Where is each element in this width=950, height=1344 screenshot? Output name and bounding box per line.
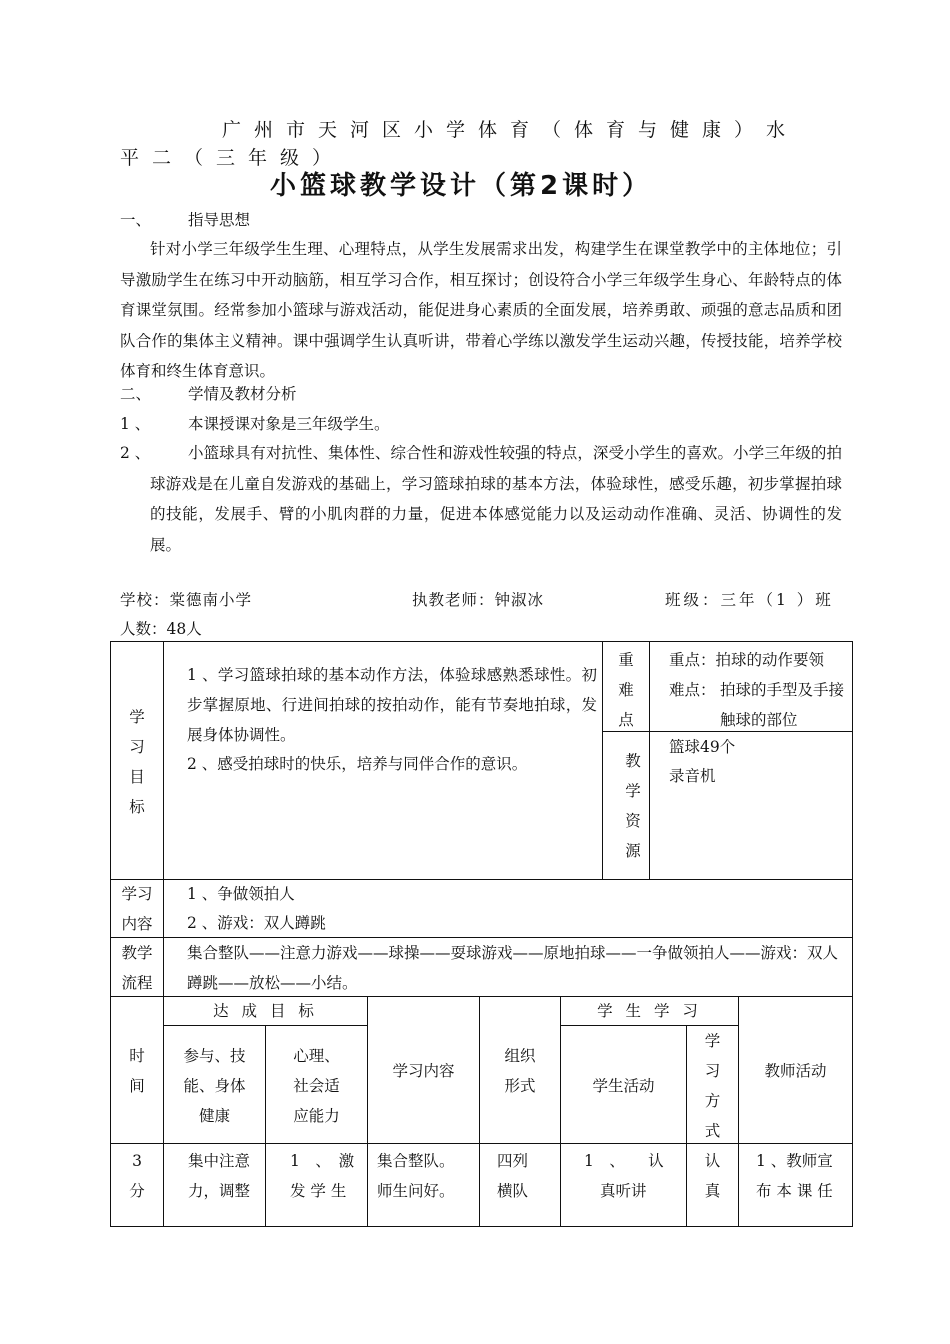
content-label-line: 内容 (121, 915, 153, 933)
section-2-title: 学情及教材分析 (188, 385, 297, 403)
key-label-char: 点 (618, 711, 634, 729)
row-goal-b-line: 1 、 激 (290, 1152, 355, 1170)
teacher-name: 执教老师：钟淑冰 (412, 591, 545, 609)
table-divider (738, 996, 739, 1227)
row-goal-a (188, 1146, 264, 1206)
table-border (852, 641, 853, 1227)
flow-label-line: 流程 (121, 974, 153, 992)
col-header-content: 学习内容 (392, 1062, 455, 1080)
row-org-line: 横队 (497, 1182, 529, 1200)
flow-text: 集合整队——注意力游戏——球操——耍球游戏——原地拍球——一争做领拍人——游戏：双人蹲跳——放松——小结。 (187, 944, 839, 992)
header-line-1: 广州市天河区小学体育（体育与健康）水 (222, 119, 799, 141)
goal-label-char: 目 (129, 768, 145, 786)
row-activity-line: 真听讲 (600, 1182, 647, 1200)
row-activity-line: 1 、 认 (584, 1152, 664, 1170)
table-divider (367, 996, 368, 1227)
item-2-text: 小篮球具有对抗性、集体性、综合性和游戏性较强的特点，深受小学生的喜欢。小学三年级的拍球游戏是在儿童自发游戏的基础上，学习篮球拍球的基本方法，体验球性，感受乐趣，初步掌握拍球的技能，发展手、臂的小肌肉群的力量，促进本体感觉能力以及运动动作准确、灵活、协调性的发展。 (150, 444, 842, 554)
table-border (110, 641, 853, 642)
key-label-char: 难 (618, 681, 634, 699)
item-1-text: 本课授课对象是三年级学生。 (188, 415, 390, 433)
resource-item: 录音机 (669, 767, 716, 785)
col-header-activity: 学生活动 (592, 1077, 655, 1095)
time-header (111, 1041, 163, 1101)
row-org (497, 1146, 557, 1206)
resource-item: 篮球49个 (669, 738, 736, 756)
row-content-line: 集合整队。 (377, 1152, 455, 1170)
row-teacher-line: 1 、教师宣 (756, 1152, 833, 1170)
student-header: 学 生 学 习 (597, 1002, 702, 1020)
difficult-label: 难点： (669, 681, 716, 699)
flow-label (111, 938, 163, 998)
row-teacher (756, 1146, 850, 1206)
col-header-teacher: 教师活动 (764, 1062, 827, 1080)
item-1-number: 1 、 (120, 415, 151, 433)
header-line-2: 平二（三年级） (120, 147, 345, 169)
goal-label (111, 702, 163, 822)
content-label (111, 879, 163, 939)
col-header-method (687, 1026, 738, 1146)
col-header-a-line: 健康 (198, 1107, 230, 1125)
col-header-a-line: 能、身体 (183, 1077, 246, 1095)
key-point: 重点：拍球的动作要领 (669, 651, 825, 669)
col-header-b (266, 1041, 367, 1131)
student-count: 人数：48人 (120, 620, 202, 638)
section-1-number: 一、 (120, 211, 152, 229)
row-goal-a-line: 集中注意 (188, 1152, 251, 1170)
section-1-body: 针对小学三年级学生生理、心理特点，从学生发展需求出发，构建学生在课堂教学中的主体地位；引导激励学生在练习中开动脑筋，相互学习合作，相互探讨；创设符合小学三年级学生身心、年龄特点的体育课堂氛围。经常参加小篮球与游戏活动，能促进身心素质的全面发展，培养勇敢、顽强的意志品质和团队合作的集体主义精神。课中强调学生认真听讲，带着心学练以激发学生运动兴趣，传授技能，培养学校体育和终生体育意识。 (120, 240, 842, 380)
col-header-b-line: 社会适 (293, 1077, 340, 1095)
resource-label-char: 资 (625, 812, 641, 830)
section-2-number: 二、 (120, 385, 152, 403)
row-time-line: 分 (129, 1182, 145, 1200)
time-header-char: 间 (129, 1077, 145, 1095)
col-header-org-line: 形式 (504, 1077, 536, 1095)
achieve-header: 达 成 目 标 (213, 1002, 318, 1020)
section-1-title: 指导思想 (188, 211, 251, 229)
content-label-line: 学习 (121, 885, 153, 903)
table-divider (479, 996, 480, 1227)
col-header-org (480, 1041, 560, 1101)
goal-label-char: 学 (129, 708, 145, 726)
table-divider (649, 641, 650, 880)
table-divider (110, 1143, 853, 1144)
row-org-line: 四列 (497, 1152, 529, 1170)
school-name: 学校：棠德南小学 (120, 591, 253, 609)
difficult-text: 拍球的手型及手接触球的部位 (720, 681, 845, 729)
time-header-char: 时 (129, 1047, 145, 1065)
resource-label (618, 746, 648, 866)
item-2-number: 2 、 (120, 444, 151, 462)
table-divider (110, 879, 853, 880)
col-header-b-line: 应能力 (293, 1107, 340, 1125)
col-header-method-char: 方 (704, 1092, 721, 1110)
row-method (687, 1146, 738, 1206)
goal-text-1: 1 、学习篮球拍球的基本动作方法，体验球感熟悉球性。初步掌握原地、行进间拍球的按拍动作，能有节奏地拍球，发展身体协调性。 (187, 666, 597, 744)
goal-label-char: 标 (129, 798, 145, 816)
row-content (377, 1146, 477, 1206)
row-teacher-line: 布 本 课 任 (756, 1182, 833, 1200)
key-label-char: 重 (618, 651, 634, 669)
page-title: 小篮球教学设计（第2课时） (270, 171, 653, 201)
content-item: 1 、争做领拍人 (187, 885, 295, 903)
row-time (111, 1146, 163, 1206)
row-activity (584, 1146, 684, 1206)
resource-label-char: 教 (625, 752, 641, 770)
content-item: 2 、游戏：双人蹲跳 (187, 914, 326, 932)
row-goal-b (290, 1146, 364, 1206)
col-header-method-char: 学 (704, 1032, 721, 1050)
col-header-method-char: 式 (704, 1122, 721, 1140)
row-method-char: 认 (704, 1152, 721, 1170)
goal-text-2: 2 、感受拍球时的快乐，培养与同伴合作的意识。 (187, 755, 528, 773)
row-goal-b-line: 发 学 生 (290, 1182, 347, 1200)
row-content-line: 师生问好。 (377, 1182, 455, 1200)
flow-label-line: 教学 (121, 944, 153, 962)
col-header-method-char: 习 (704, 1062, 721, 1080)
col-header-a-line: 参与、技 (183, 1047, 246, 1065)
table-border (110, 1226, 853, 1227)
table-divider (560, 996, 561, 1227)
goal-label-char: 习 (129, 738, 145, 756)
resource-label-char: 源 (625, 842, 641, 860)
col-header-a (164, 1041, 265, 1131)
table-divider (163, 641, 164, 1227)
key-label (603, 645, 649, 735)
col-header-b-line: 心理、 (293, 1047, 340, 1065)
row-method-char: 真 (704, 1182, 721, 1200)
row-goal-a-line: 力，调整 (188, 1182, 251, 1200)
class-name: 班级：三年（1 ）班 (665, 591, 834, 609)
col-header-org-line: 组织 (504, 1047, 536, 1065)
row-time-line: 3 (132, 1152, 142, 1170)
resource-label-char: 学 (625, 782, 641, 800)
